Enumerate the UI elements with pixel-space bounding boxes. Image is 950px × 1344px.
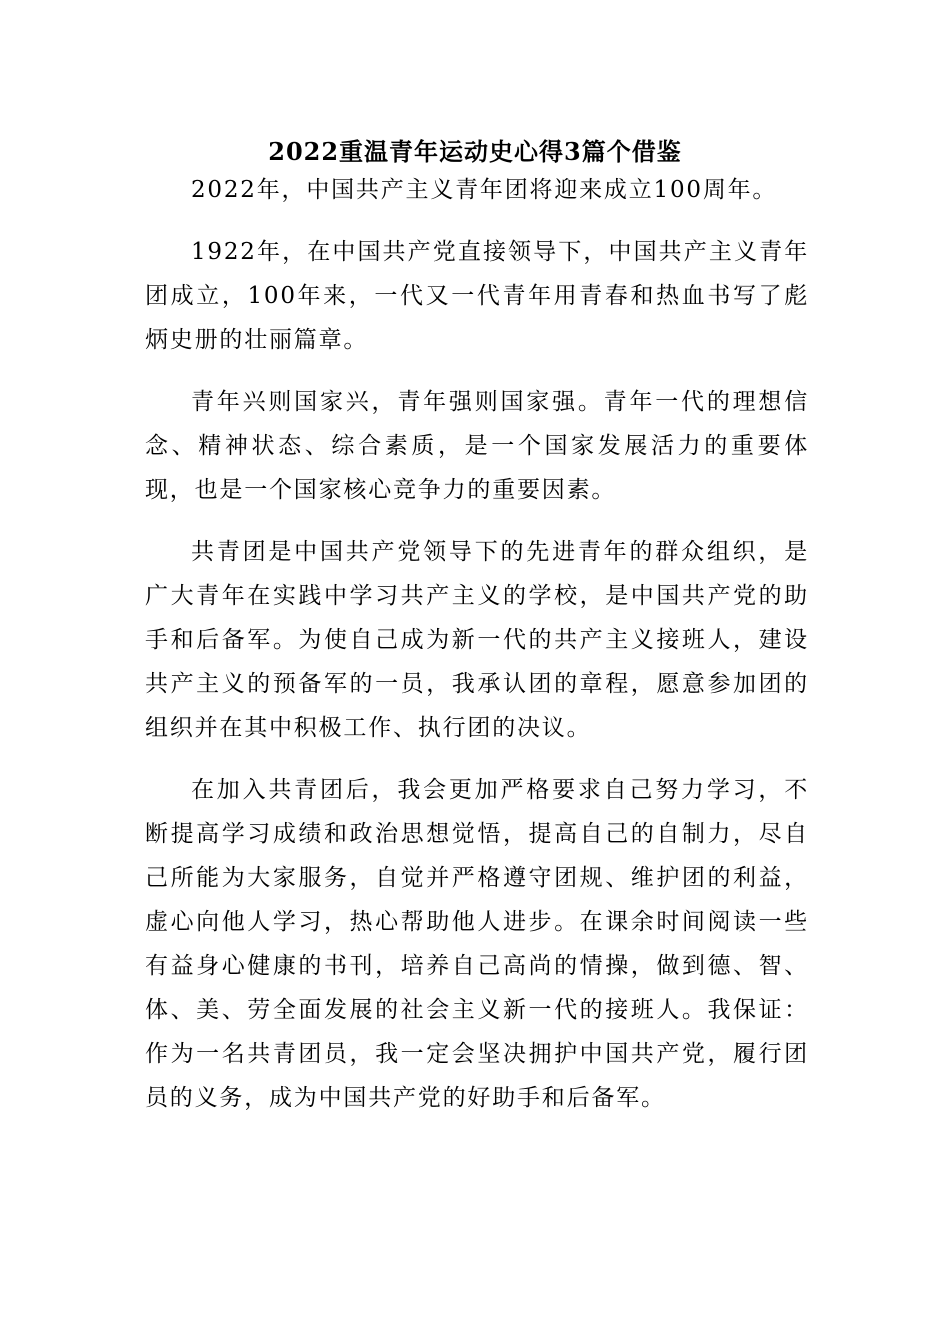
paragraph-4: 共青团是中国共产党领导下的先进青年的群众组织，是广大青年在实践中学习共产主义的学校，是中国共产党的助手和后备军。为使自己成为新一代的共产主义接班人，建设共产主义的预备军的一员，我承认团的章程，愿意参加团的组织并在其中积极工作、执行团的决议。 <box>145 539 809 741</box>
document-body <box>145 168 809 1138</box>
paragraph-1: 2022年，中国共产主义青年团将迎来成立100周年。 <box>191 177 778 203</box>
paragraph-3: 青年兴则国家兴，青年强则国家强。青年一代的理想信念、精神状态、综合素质，是一个国家发展活力的重要体现，也是一个国家核心竞争力的重要因素。 <box>145 389 809 503</box>
paragraph-5: 在加入共青团后，我会更加严格要求自己努力学习，不断提高学习成绩和政治思想觉悟，提高自己的自制力，尽自己所能为大家服务，自觉并严格遵守团规、维护团的利益，虚心向他人学习，热心帮助他人进步。在课余时间阅读一些有益身心健康的书刊，培养自己高尚的情操，做到德、智、体、美、劳全面发展的社会主义新一代的接班人。我保证：作为一名共青团员，我一定会坚决拥护中国共产党，履行团员的义务，成为中国共产党的好助手和后备军。 <box>145 777 809 1111</box>
paragraph-2: 1922年，在中国共产党直接领导下，中国共产主义青年团成立，100年来，一代又一代青年用青春和热血书写了彪炳史册的壮丽篇章。 <box>145 239 809 353</box>
document-title: 2022重温青年运动史心得3篇个借鉴 <box>268 137 682 166</box>
